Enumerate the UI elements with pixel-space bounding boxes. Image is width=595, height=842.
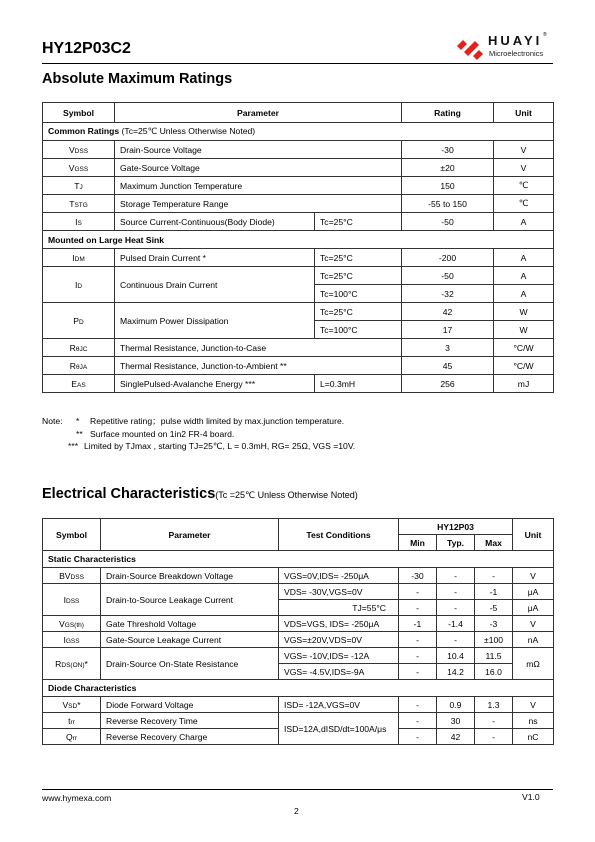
page-number: 2 [294,806,299,816]
ec-col-typ: Typ. [437,535,475,551]
symbol-cell: TJ [43,177,115,195]
symbol-cell: IS [43,213,115,231]
unit-cell: mJ [494,375,554,393]
max-cell: 11.5 [475,648,513,664]
amr-col-symbol: Symbol [43,103,115,123]
symbol-cell: IDSS [43,584,101,616]
rating-cell: 3 [402,339,494,357]
unit-cell: W [494,303,554,321]
unit-cell: V [494,159,554,177]
parameter-cell: Diode Forward Voltage [101,697,279,713]
max-cell: -5 [475,600,513,616]
registered-mark: ® [543,32,547,38]
unit-cell: V [513,697,554,713]
ec-header-row [43,519,554,535]
ec-col-min: Min [399,535,437,551]
brand-logo [455,32,555,62]
table-row [43,568,554,584]
brand-tagline: Microelectronics [489,49,544,58]
table-row [43,267,554,285]
typ-cell: - [437,568,475,584]
table-row [43,303,554,321]
max-cell: 1.3 [475,697,513,713]
ec-table [42,518,554,745]
parameter-cell: Maximum Junction Temperature [115,177,402,195]
condition-cell: ISD= -12A,VGS=0V [279,697,399,713]
table-row [43,648,554,664]
table-row [43,357,554,375]
rating-cell: 45 [402,357,494,375]
note-2 [42,428,355,441]
table-row [43,632,554,648]
rating-cell: 256 [402,375,494,393]
unit-cell: °C/W [494,339,554,357]
amr-col-rating: Rating [402,103,494,123]
note-text: Limited by TJmax , starting TJ=25℃, L = 0.3mH, RG= 25Ω, VGS =10V. [84,441,356,451]
condition-cell: VGS= -10V,IDS= -12A [279,648,399,664]
parameter-cell: Thermal Resistance, Junction-to-Ambient ** [115,357,402,375]
section-label: Static Characteristics [43,551,554,568]
note-mark: ** [76,428,83,439]
section-label: Common Ratings [48,126,120,136]
typ-cell: - [437,632,475,648]
rating-cell: -55 to 150 [402,195,494,213]
unit-cell: V [494,141,554,159]
unit-cell: °C/W [494,357,554,375]
ec-section-diode [43,680,554,697]
rating-cell: -200 [402,249,494,267]
typ-cell: 10.4 [437,648,475,664]
rating-cell: -32 [402,285,494,303]
unit-cell: mΩ [513,648,554,680]
symbol-cell: IGSS [43,632,101,648]
condition-cell: VGS=±20V,VDS=0V [279,632,399,648]
parameter-cell: Drain-Source On-State Resistance [101,648,279,680]
table-row [43,339,554,357]
amr-col-unit: Unit [494,103,554,123]
unit-cell: V [513,616,554,632]
condition-cell: ISD=12A,dISD/dt=100A/μs [279,713,399,745]
typ-cell: - [437,600,475,616]
min-cell: - [399,600,437,616]
max-cell: 16.0 [475,664,513,680]
unit-cell: A [494,249,554,267]
symbol-cell: VDSS [43,141,115,159]
table-row [43,249,554,267]
min-cell: -1 [399,616,437,632]
condition-cell: Tc=100°C [315,285,402,303]
unit-cell: ℃ [494,195,554,213]
condition-cell: VDS= -30V,VGS=0V [279,584,399,600]
huayi-logo-icon [455,34,485,60]
max-cell: -1 [475,584,513,600]
max-cell: ±100 [475,632,513,648]
max-cell: -3 [475,616,513,632]
condition-cell: Tc=25°C [315,213,402,231]
ec-title [42,486,358,502]
amr-col-parameter: Parameter [115,103,402,123]
condition-cell: Tc=25°C [315,267,402,285]
rating-cell: 17 [402,321,494,339]
parameter-cell: Drain-Source Voltage [115,141,402,159]
condition-cell: VGS= -4.5V,IDS=-9A [279,664,399,680]
footer-version: V1.0 [522,792,540,802]
parameter-cell: Pulsed Drain Current * [115,249,315,267]
parameter-cell: Source Current-Continuous(Body Diode) [115,213,315,231]
min-cell: - [399,648,437,664]
unit-cell: A [494,285,554,303]
unit-cell: ns [513,713,554,729]
min-cell: - [399,713,437,729]
parameter-cell: Drain-to-Source Leakage Current [101,584,279,616]
note-label: Note: [42,416,63,426]
condition-cell: Tc=25°C [315,249,402,267]
unit-cell: V [513,568,554,584]
typ-cell: -1.4 [437,616,475,632]
rating-cell: -30 [402,141,494,159]
ec-col-test: Test Conditions [279,519,399,551]
note-text: Surface mounted on 1in2 FR-4 board. [90,428,235,439]
symbol-cell: ID [43,267,115,303]
amr-table [42,102,554,393]
unit-cell: W [494,321,554,339]
ec-section-static [43,551,554,568]
table-row [43,584,554,600]
condition-cell: VDS=VGS, IDS= -250μA [279,616,399,632]
note-mark: * [76,416,80,426]
symbol-cell: BVDSS [43,568,101,584]
symbol-cell: PD [43,303,115,339]
rating-cell: ±20 [402,159,494,177]
symbol-cell: TSTG [43,195,115,213]
symbol-cell: IDM [43,249,115,267]
min-cell: - [399,584,437,600]
table-row [43,616,554,632]
max-cell: - [475,568,513,584]
rating-cell: 42 [402,303,494,321]
table-row [43,195,554,213]
condition-cell: Tc=100°C [315,321,402,339]
section-label: Diode Characteristics [43,680,554,697]
min-cell: - [399,697,437,713]
typ-cell: 0.9 [437,697,475,713]
ec-col-unit: Unit [513,519,554,551]
ec-title-note: (Tc =25℃ Unless Otherwise Noted) [215,490,358,500]
table-row [43,713,554,729]
symbol-cell: VGSS [43,159,115,177]
parameter-cell: Drain-Source Breakdown Voltage [101,568,279,584]
symbol-cell: RθJC [43,339,115,357]
ec-col-max: Max [475,535,513,551]
min-cell: - [399,664,437,680]
parameter-cell: Gate-Source Voltage [115,159,402,177]
table-row [43,141,554,159]
parameter-cell: Gate-Source Leakage Current [101,632,279,648]
condition-cell: Tc=25°C [315,303,402,321]
rating-cell: -50 [402,267,494,285]
condition-cell: VGS=0V,IDS= -250μA [279,568,399,584]
unit-cell: nC [513,729,554,745]
header-rule [42,63,553,64]
condition-cell: TJ=55°C [279,600,399,616]
ec-col-symbol: Symbol [43,519,101,551]
max-cell: - [475,713,513,729]
min-cell: -30 [399,568,437,584]
amr-title: Absolute Maximum Ratings [42,71,233,87]
parameter-cell: Thermal Resistance, Junction-to-Case [115,339,402,357]
typ-cell: - [437,584,475,600]
unit-cell: nA [513,632,554,648]
parameter-cell: Gate Threshold Voltage [101,616,279,632]
max-cell: - [475,729,513,745]
table-row [43,697,554,713]
table-row [43,375,554,393]
parameter-cell: SinglePulsed-Avalanche Energy *** [115,375,315,393]
typ-cell: 30 [437,713,475,729]
notes [42,415,355,453]
ec-col-parameter: Parameter [101,519,279,551]
note-3 [42,440,355,453]
condition-cell: L=0.3mH [315,375,402,393]
table-row [43,159,554,177]
min-cell: - [399,729,437,745]
ec-col-device: HY12P03 [399,519,513,535]
rating-cell: -50 [402,213,494,231]
unit-cell: μA [513,600,554,616]
amr-header-row [43,103,554,123]
symbol-cell: trr [43,713,101,729]
amr-section-common [43,123,554,141]
table-row [43,177,554,195]
typ-cell: 42 [437,729,475,745]
parameter-cell: Continuous Drain Current [115,267,315,303]
footer-url-link[interactable]: www.hymexa.com [42,793,112,803]
note-text: Repetitive rating；pulse width limited by max.junction temperature. [90,416,345,426]
symbol-cell: RθJA [43,357,115,375]
unit-cell: μA [513,584,554,600]
part-number: HY12P03C2 [42,40,131,57]
symbol-cell: EAS [43,375,115,393]
brand-name: HUAYI [488,33,543,48]
symbol-cell: RDS(ON)* [43,648,101,680]
symbol-cell: Qrr [43,729,101,745]
note-1 [42,415,355,428]
unit-cell: ℃ [494,177,554,195]
unit-cell: A [494,213,554,231]
parameter-cell: Reverse Recovery Charge [101,729,279,745]
parameter-cell: Storage Temperature Range [115,195,402,213]
unit-cell: A [494,267,554,285]
parameter-cell: Maximum Power Dissipation [115,303,315,339]
symbol-cell: VSD* [43,697,101,713]
section-label: Mounted on Large Heat Sink [43,231,554,249]
min-cell: - [399,632,437,648]
amr-section-heatsink [43,231,554,249]
section-note: (Tc=25℃ Unless Otherwise Noted) [121,126,256,136]
footer-rule [42,789,553,790]
parameter-cell: Reverse Recovery Time [101,713,279,729]
ec-title-text: Electrical Characteristics [42,486,216,502]
table-row [43,213,554,231]
symbol-cell: VGS(th) [43,616,101,632]
note-mark: *** [68,441,79,451]
typ-cell: 14.2 [437,664,475,680]
rating-cell: 150 [402,177,494,195]
